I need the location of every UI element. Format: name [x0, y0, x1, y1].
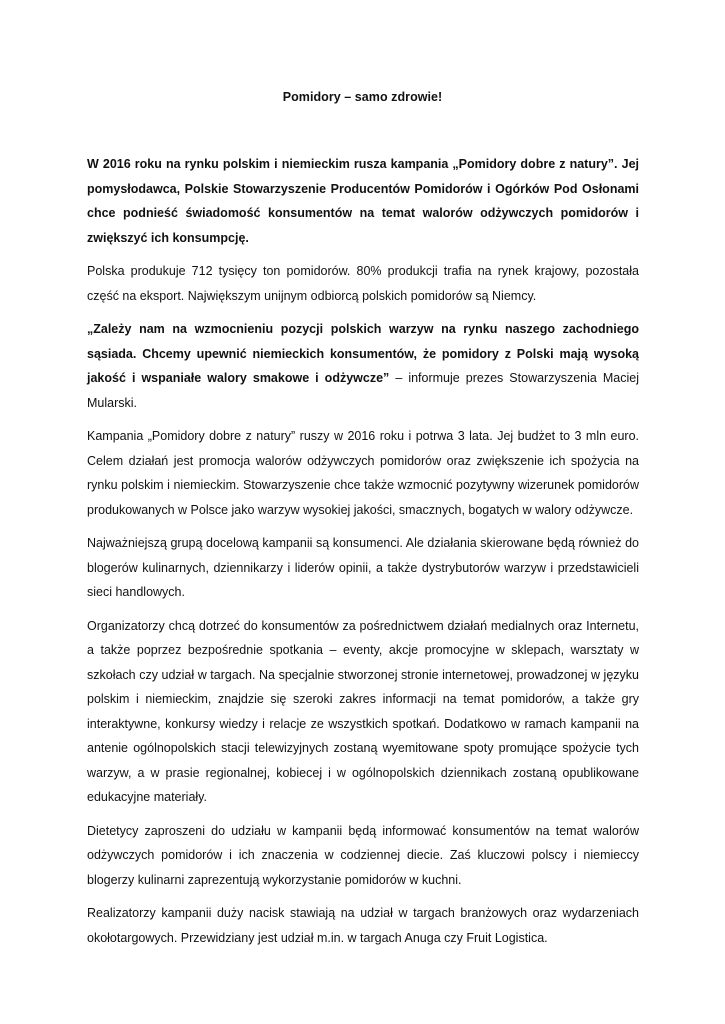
president-quote: „Zależy nam na wzmocnieniu pozycji polskich warzyw na rynku naszego zachodniego sąsiada. Chcemy upewnić niemieckich konsumentów, że pomidory z Polski mają wysoką jakość i wspaniałe walory smakowe i odżywcze”: [87, 322, 639, 385]
paragraph-target-group: Najważniejszą grupą docelową kampanii są konsumenci. Ale działania skierowane będą również do blogerów kulinarnych, dziennikarzy i liderów opinii, a także dystrybutorów warzyw i przedstawicieli sieci handlowych.: [87, 536, 639, 599]
document-title: Pomidory – samo zdrowie!: [282, 90, 443, 104]
paragraph-dietitians: Dietetycy zaproszeni do udziału w kampanii będą informować konsumentów na temat walorów odżywczych pomidorów i ich znaczenia w codziennej diecie. Zaś kluczowi polscy i niemieccy blogerzy kulinarni zaprezentują wykorzystanie pomidorów w kuchni.: [87, 823, 639, 887]
paragraph-organizers: Organizatorzy chcą dotrzeć do konsumentów za pośrednictwem działań medialnych oraz Internetu, a także poprzez bezpośrednie spotkania – eventy, akcje promocyjne w sklepach, warsztaty w szkołach czy udział w targach. Na specjalnie stworzonej stronie internetowej, prowadzonej w języku polskim i niemieckim, znajdzie się szeroki zakres informacji na temat pomidorów, a także gry interaktywne, konkursy wiedzy i relacje ze wszystkich spotkań. Dodatkowo w ramach kampanii na antenie ogólnopolskich stacji telewizyjnych zostaną wyemitowane spoty promujące spożycie tych warzyw, a w prasie regionalnej, kobiecej i w ogólnopolskich dziennikach zostaną opublikowane edukacyjne materiały.: [87, 618, 639, 804]
paragraph-quote: [87, 317, 639, 415]
document-body: [87, 152, 639, 959]
paragraph-trade-fairs: Realizatorzy kampanii duży nacisk stawiają na udział w targach branżowych oraz wydarzeniach okołotargowych. Przewidziany jest udział m.in. w targach Anuga czy Fruit Logistica.: [87, 906, 639, 945]
paragraph-campaign: Kampania „Pomidory dobre z natury” ruszy w 2016 roku i potrwa 3 lata. Jej budżet to 3 mln euro. Celem działań jest promocja walorów odżywczych pomidorów oraz zwiększenie ich spożycia na rynku polskim i niemieckim. Stowarzyszenie chce także wzmocnić pozytywny wizerunek pomidorów produkowanych w Polsce jako warzyw wysokiej jakości, smacznych, bogatych w walory odżywcze.: [87, 429, 639, 517]
lead-paragraph: W 2016 roku na rynku polskim i niemieckim rusza kampania „Pomidory dobre z natury”. Jej pomysłodawca, Polskie Stowarzyszenie Producentów Pomidorów i Ogórków Pod Osłonami chce podnieść świadomość konsumentów na temat walorów odżywczych pomidorów i zwiększyć ich konsumpcję.: [87, 157, 639, 245]
paragraph-production: Polska produkuje 712 tysięcy ton pomidorów. 80% produkcji trafia na rynek krajowy, pozostała część na eksport. Największym unijnym odbiorcą polskich pomidorów są Niemcy.: [87, 264, 639, 303]
quote-attribution: – informuje prezes Stowarzyszenia Maciej Mularski.: [87, 371, 639, 410]
